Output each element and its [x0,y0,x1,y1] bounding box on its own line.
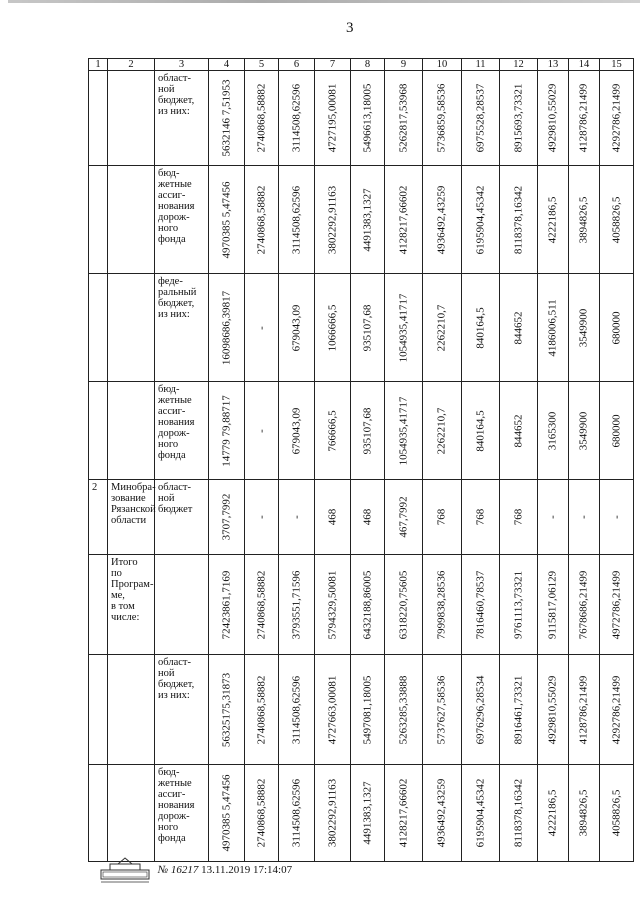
value-cell [538,382,569,480]
value-cell [462,274,500,382]
value-cell [245,71,279,166]
value-text: 3114508,62596 [290,675,302,744]
value-text: 1066666,5 [326,304,338,351]
value-text: 4058826,5 [610,789,622,837]
value-cell [351,382,385,480]
value-text: 8916461,73321 [512,675,524,744]
value-text: 844652 [512,414,524,447]
header-cell: 13 [538,59,569,71]
value-cell [351,274,385,382]
value-cell [538,555,569,655]
source-cell: бюд- жетные ассиг- нования дорож- ного фонда [155,166,209,274]
value-cell [315,655,351,765]
value-text: 2740868,58882 [255,675,267,744]
executor-cell: Минобра- зование Рязанской области [108,480,155,555]
value-cell [569,555,600,655]
registration-number: № 16217 [157,864,199,876]
executor-cell [108,166,155,274]
value-cell [538,274,569,382]
value-text: 680000 [610,414,622,447]
value-cell [385,166,423,274]
value-cell [423,382,462,480]
value-text: 467,7992 [397,496,409,538]
value-cell [279,655,315,765]
value-cell [245,166,279,274]
value-cell [245,765,279,862]
value-text: - [546,515,559,519]
value-cell [209,166,245,274]
value-cell [423,555,462,655]
value-text: 4491383,1327 [361,187,373,252]
source-cell: област- ной бюджет, из них: [155,655,209,765]
value-cell [423,765,462,862]
value-cell [279,71,315,166]
value-text: - [610,515,622,519]
value-text: 8118378,16342 [512,778,524,848]
value-cell [279,166,315,274]
value-text: - [255,428,267,433]
value-cell [385,382,423,480]
value-text: 766666,5 [326,409,338,452]
value-text: 8915693,73321 [512,83,524,153]
value-cell [600,655,634,765]
value-text: 2262210,7 [435,407,448,454]
value-text: 768 [435,508,448,526]
value-cell [462,765,500,862]
value-cell [315,382,351,480]
value-cell [209,555,245,655]
value-text: 3802292,91163 [326,778,338,848]
executor-cell [108,274,155,382]
value-text: 9115817,06129 [546,570,559,639]
value-cell [385,71,423,166]
value-cell [500,655,538,765]
value-cell [569,480,600,555]
value-cell [500,274,538,382]
table-row [89,480,634,555]
value-text: 4058826,5 [610,196,622,243]
value-cell [315,480,351,555]
header-cell: 2 [108,59,155,71]
value-cell [462,166,500,274]
value-cell [500,382,538,480]
value-text: 4128217,66602 [397,778,409,848]
value-text: 5496613,18005 [361,83,373,153]
value-cell [538,655,569,765]
table-row [89,71,634,166]
value-cell [245,274,279,382]
value-cell [500,765,538,862]
value-cell [462,382,500,480]
value-text: 680000 [610,311,622,344]
value-text: 3114508,62596 [290,778,302,848]
scan-artifact [8,0,640,3]
value-text: 3894826,5 [577,196,590,243]
value-text: 14779 79,88717 [220,394,232,467]
value-cell [569,71,600,166]
value-cell [600,274,634,382]
row-number-cell [89,166,108,274]
value-text: 3549900 [577,411,590,450]
source-cell: област- ной бюджет [155,480,209,555]
value-text: 768 [512,508,524,526]
value-text: 3165300 [546,411,559,450]
header-cell: 6 [279,59,315,71]
value-cell [245,655,279,765]
value-cell [569,166,600,274]
value-cell [315,71,351,166]
table-row [89,555,634,655]
row-number-cell [89,555,108,655]
value-text: 935107,68 [361,407,373,454]
value-cell [245,555,279,655]
value-text: 6432188,86005 [361,570,373,639]
row-number-cell: 2 [89,480,108,555]
executor-cell [108,71,155,166]
value-text: 5262817,53968 [397,83,409,153]
value-cell [423,480,462,555]
row-number-cell [89,71,108,166]
header-cell: 9 [385,59,423,71]
value-text: - [255,515,267,519]
value-cell [600,166,634,274]
value-cell [385,655,423,765]
table-row [89,274,634,382]
value-text: 5497081,18005 [361,675,373,744]
value-cell [462,555,500,655]
value-cell [351,765,385,862]
row-number-cell [89,765,108,862]
value-text: 840164,5 [474,306,486,349]
value-cell [245,480,279,555]
executor-cell [108,765,155,862]
value-cell [245,382,279,480]
executor-cell [108,382,155,480]
value-text: 468 [361,508,373,526]
header-cell: 14 [569,59,600,71]
source-cell: бюд- жетные ассиг- нования дорож- ного фонда [155,765,209,862]
value-text: 4491383,1327 [361,781,373,845]
value-text: 3114508,62596 [290,83,302,153]
value-cell [462,71,500,166]
value-text: 16098686,39817 [220,290,232,365]
value-text: 3549900 [577,308,590,347]
value-cell [209,655,245,765]
source-cell: бюд- жетные ассиг- нования дорож- ного фонда [155,382,209,480]
value-text: 56325175,31873 [220,672,232,747]
value-cell [385,480,423,555]
value-cell [315,166,351,274]
header-cell: 4 [209,59,245,71]
value-text: 3802292,91163 [326,185,338,254]
value-text: 4727195,00081 [326,83,338,153]
value-text: 4292786,21499 [610,675,622,744]
value-text: 5737627,58536 [435,675,448,744]
value-text: 4128786,21499 [577,675,590,744]
value-text: 5263285,33888 [397,675,409,744]
value-text: 4929810,55029 [546,675,559,744]
value-cell [600,382,634,480]
header-cell: 15 [600,59,634,71]
value-cell [538,480,569,555]
value-cell [209,382,245,480]
value-text: 3114508,62596 [290,185,302,254]
table-row [89,655,634,765]
value-cell [279,765,315,862]
header-cell: 5 [245,59,279,71]
value-cell [209,480,245,555]
value-text: 5736859,58536 [435,83,448,153]
value-cell [600,480,634,555]
value-cell [279,555,315,655]
value-cell [351,166,385,274]
value-text: 6976296,28534 [474,675,486,744]
row-number-cell [89,655,108,765]
header-cell: 12 [500,59,538,71]
value-text: 2740868,58882 [255,778,267,848]
value-cell [423,166,462,274]
value-cell [279,382,315,480]
value-text: 1054935,41717 [397,293,409,362]
value-cell [351,555,385,655]
value-text: 5794329,50081 [326,570,338,639]
header-cell: 7 [315,59,351,71]
value-text: 4727663,00081 [326,675,338,744]
value-text: 4128217,66602 [397,185,409,254]
value-cell [315,765,351,862]
value-text: 6975528,28537 [474,83,486,153]
value-text: 6195904,45342 [474,185,486,254]
value-text: 468 [326,508,338,526]
value-cell [423,71,462,166]
value-cell [385,274,423,382]
value-text: 6318220,75605 [397,570,409,639]
table-row [89,765,634,862]
value-cell [600,765,634,862]
value-text: 3707,7992 [220,493,232,541]
value-text: - [577,515,590,519]
table-row [89,166,634,274]
value-cell [538,166,569,274]
value-cell [500,71,538,166]
value-cell [538,71,569,166]
value-cell [385,765,423,862]
row-number-cell [89,382,108,480]
value-cell [279,274,315,382]
value-text: 3793551,71596 [290,570,302,639]
table-row [89,382,634,480]
value-text: 2740868,58882 [255,83,267,153]
value-text: 679043,09 [290,304,302,351]
value-cell [209,765,245,862]
executor-cell: Итого по Програм- ме, в том числе: [108,555,155,655]
source-cell [155,555,209,655]
value-cell [315,555,351,655]
value-cell [538,765,569,862]
header-cell: 1 [89,59,108,71]
value-text: 844652 [512,311,524,344]
value-cell [569,274,600,382]
value-text: 4292786,21499 [610,83,622,153]
value-text: 4222186,5 [546,789,559,837]
value-text: 4972786,21499 [610,570,622,639]
value-text: 2262210,7 [435,304,448,351]
header-cell: 3 [155,59,209,71]
value-cell [569,382,600,480]
value-cell [500,555,538,655]
value-text: 4128786,21499 [577,83,590,153]
value-cell [351,480,385,555]
registration-datetime: 13.11.2019 17:14:07 [201,864,293,876]
value-text: 935107,68 [361,304,373,351]
value-text: 4186006,511 [546,298,559,357]
executor-cell [108,655,155,765]
value-text: 7816460,78537 [474,570,486,639]
value-text: 6195904,45342 [474,778,486,848]
value-cell [569,655,600,765]
value-text: - [290,515,302,519]
value-text: 9761113,73321 [512,570,524,639]
value-cell [500,480,538,555]
value-text: 72423861,7169 [220,570,232,639]
value-cell [279,480,315,555]
budget-table [88,58,634,862]
value-text: 1054935,41717 [397,396,409,465]
value-text: 5632146 7,51953 [220,79,232,157]
value-cell [462,655,500,765]
value-text: 2740868,58882 [255,185,267,254]
source-cell: феде- ральный бюджет, из них: [155,274,209,382]
row-number-cell [89,274,108,382]
value-cell [351,655,385,765]
value-text: 4970385 5,47456 [220,774,232,852]
value-text: 4929810,55029 [546,83,559,153]
value-cell [462,480,500,555]
value-cell [423,274,462,382]
value-text: 3894826,5 [577,789,590,837]
value-text: 8118378,16342 [512,185,524,254]
source-cell: област- ной бюджет, из них: [155,71,209,166]
registration-footer [100,864,292,876]
value-cell [351,71,385,166]
header-cell: 8 [351,59,385,71]
value-cell [569,765,600,862]
value-text: 4936492,43259 [435,185,448,254]
header-cell: 11 [462,59,500,71]
value-cell [209,274,245,382]
value-text: 2740868,58882 [255,570,267,639]
value-cell [600,555,634,655]
value-text: 4936492,43259 [435,778,448,848]
value-text: 7999838,28536 [435,570,448,639]
value-cell [423,655,462,765]
value-cell [500,166,538,274]
value-text: 679043,09 [290,407,302,454]
value-cell [315,274,351,382]
page-number: 3 [346,20,354,36]
value-text: 4222186,5 [546,196,559,243]
value-text: 4970385 5,47456 [220,181,232,258]
value-cell [209,71,245,166]
value-text: - [255,325,267,330]
value-text: 768 [474,508,486,526]
header-cell: 10 [423,59,462,71]
value-text: 7678686,21499 [577,570,590,639]
value-cell [385,555,423,655]
value-text: 840164,5 [474,409,486,452]
value-cell [600,71,634,166]
